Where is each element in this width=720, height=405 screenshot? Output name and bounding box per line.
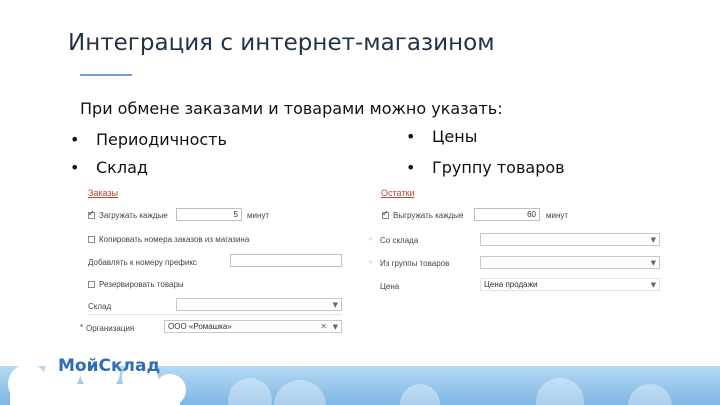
upload-stock-label: Выгружать каждые	[393, 211, 464, 220]
reserve-goods-checkbox[interactable]	[88, 281, 95, 288]
prefix-label: Добавлять к номеру префикс	[88, 258, 197, 267]
upload-stock-unit: минут	[546, 211, 569, 220]
upload-orders-interval-input[interactable]: 5	[176, 208, 242, 221]
bullet-marker: •	[70, 158, 80, 177]
organization-value: ООО «Ромашка»	[168, 322, 232, 331]
clear-icon[interactable]: ✕	[320, 322, 327, 331]
radio-selected-icon[interactable]: ◦	[368, 258, 373, 267]
prefix-input[interactable]	[230, 254, 342, 267]
product-group-select[interactable]	[480, 256, 660, 269]
price-value: Цена продажи	[484, 280, 538, 289]
bullet-text: Цены	[432, 127, 478, 146]
from-warehouse-select[interactable]	[480, 233, 660, 246]
brand-logo: МойСклад	[58, 356, 161, 376]
slide-title: Интеграция с интернет-магазином	[68, 30, 495, 56]
dropdown-arrow-icon[interactable]: ▼	[332, 301, 338, 309]
price-select[interactable]	[480, 278, 660, 291]
organization-select[interactable]	[164, 320, 342, 333]
upload-stock-interval-input[interactable]: 60	[474, 208, 540, 221]
title-underline	[80, 74, 132, 76]
warehouse-label: Склад	[88, 302, 112, 311]
reserve-goods-label: Резервировать товары	[99, 280, 184, 289]
bullet-text: Периодичность	[96, 130, 227, 149]
bullet-item	[406, 127, 477, 146]
dropdown-arrow-icon[interactable]: ▼	[650, 236, 656, 244]
copy-order-numbers-label: Копировать номера заказов из магазина	[99, 235, 250, 244]
stock-section-link[interactable]: Остатки	[381, 188, 415, 198]
upload-orders-unit: минут	[247, 211, 270, 220]
warehouse-select[interactable]	[176, 298, 342, 311]
bullet-item	[70, 130, 227, 149]
upload-stock-checkbox[interactable]	[382, 212, 389, 219]
dropdown-arrow-icon[interactable]: ▼	[650, 281, 656, 289]
bullet-text: Склад	[96, 158, 148, 177]
bullet-item	[406, 158, 565, 177]
intro-text: При обмене заказами и товарами можно указать:	[80, 99, 503, 118]
bullet-marker: •	[406, 158, 416, 177]
required-marker: *	[80, 323, 84, 332]
bullet-marker: •	[70, 130, 80, 149]
dropdown-arrow-icon[interactable]: ▼	[332, 323, 338, 331]
bullet-marker: •	[406, 127, 416, 146]
bullet-item	[70, 158, 148, 177]
upload-orders-label: Загружать каждые	[99, 211, 168, 220]
price-label: Цена	[380, 282, 400, 291]
divider	[88, 314, 342, 315]
organization-label: Организация	[86, 324, 135, 333]
radio-selected-icon[interactable]: ◦	[368, 235, 373, 244]
copy-order-numbers-checkbox[interactable]	[88, 236, 95, 243]
orders-section-link[interactable]: Заказы	[88, 188, 119, 198]
bullet-text: Группу товаров	[432, 158, 565, 177]
from-warehouse-label: Со склада	[380, 236, 419, 245]
from-groups-label: Из группы товаров	[380, 259, 450, 268]
dropdown-arrow-icon[interactable]: ▼	[650, 259, 656, 267]
upload-orders-checkbox[interactable]	[88, 212, 95, 219]
